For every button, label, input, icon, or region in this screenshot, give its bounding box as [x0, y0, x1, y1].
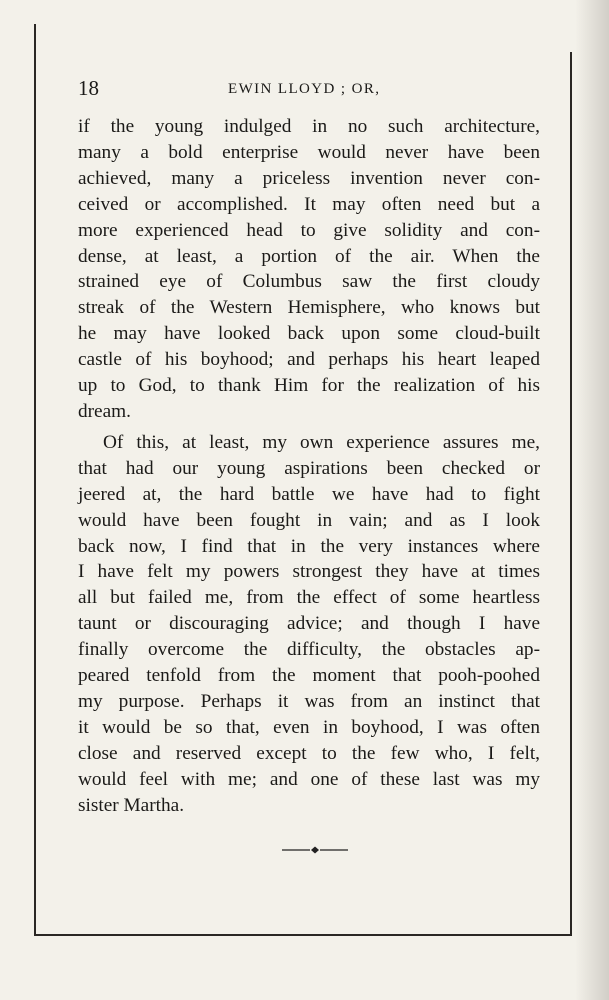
page-border-right	[570, 52, 572, 936]
page-number: 18	[78, 76, 99, 100]
text-line: many a bold enterprise would never have been	[78, 141, 540, 163]
page-edge-shadow	[575, 0, 609, 1000]
body-text	[78, 114, 540, 818]
text-line: streak of the Western Hemisphere, who knows but	[78, 297, 540, 319]
text-line: jeered at, the hard battle we have had to fight	[78, 483, 540, 505]
text-line: taunt or discouraging advice; and though I have	[78, 613, 540, 635]
text-line: I have felt my powers strongest they have at times	[78, 561, 540, 583]
page-header	[78, 74, 548, 104]
text-line: Of this, at least, my own experience assures me,	[103, 431, 540, 453]
text-line: all but failed me, from the effect of some heartless	[78, 587, 540, 609]
section-end-ornament	[282, 845, 348, 855]
paragraph-2	[78, 430, 540, 819]
page-border-left	[34, 24, 36, 936]
text-line: finally overcome the difficulty, the obstacles ap-	[78, 639, 540, 661]
paragraph-1	[78, 114, 540, 425]
text-line: strained eye of Columbus saw the first cloudy	[78, 271, 540, 293]
text-line: peared tenfold from the moment that pooh-poohed	[78, 665, 540, 687]
text-line: castle of his boyhood; and perhaps his heart leaped	[78, 349, 540, 371]
text-line: would feel with me; and one of these last was my	[78, 768, 540, 790]
text-line: ceived or accomplished. It may often need but a	[78, 193, 540, 215]
text-line: close and reserved except to the few who, I felt,	[78, 742, 540, 764]
text-line: more experienced head to give solidity and con-	[78, 219, 540, 241]
text-line: if the young indulged in no such architecture,	[78, 116, 540, 137]
text-line: dream.	[78, 400, 131, 422]
running-head: EWIN LLOYD ; OR,	[228, 81, 381, 97]
text-line: it would be so that, even in boyhood, I was often	[78, 716, 540, 738]
text-line: my purpose. Perhaps it was from an instinct that	[78, 690, 540, 712]
text-line: up to God, to thank Him for the realization of his	[78, 375, 540, 397]
page-border-bottom	[34, 934, 572, 936]
text-line: would have been fought in vain; and as I look	[78, 509, 540, 531]
text-line: sister Martha.	[78, 794, 185, 816]
text-line: that had our young aspirations been checked or	[78, 457, 540, 479]
text-line: dense, at least, a portion of the air. When the	[78, 245, 540, 267]
text-line: he may have looked back upon some cloud-built	[78, 323, 540, 345]
text-line: achieved, many a priceless invention never con-	[78, 167, 540, 189]
text-line: back now, I find that in the very instances where	[78, 535, 540, 557]
